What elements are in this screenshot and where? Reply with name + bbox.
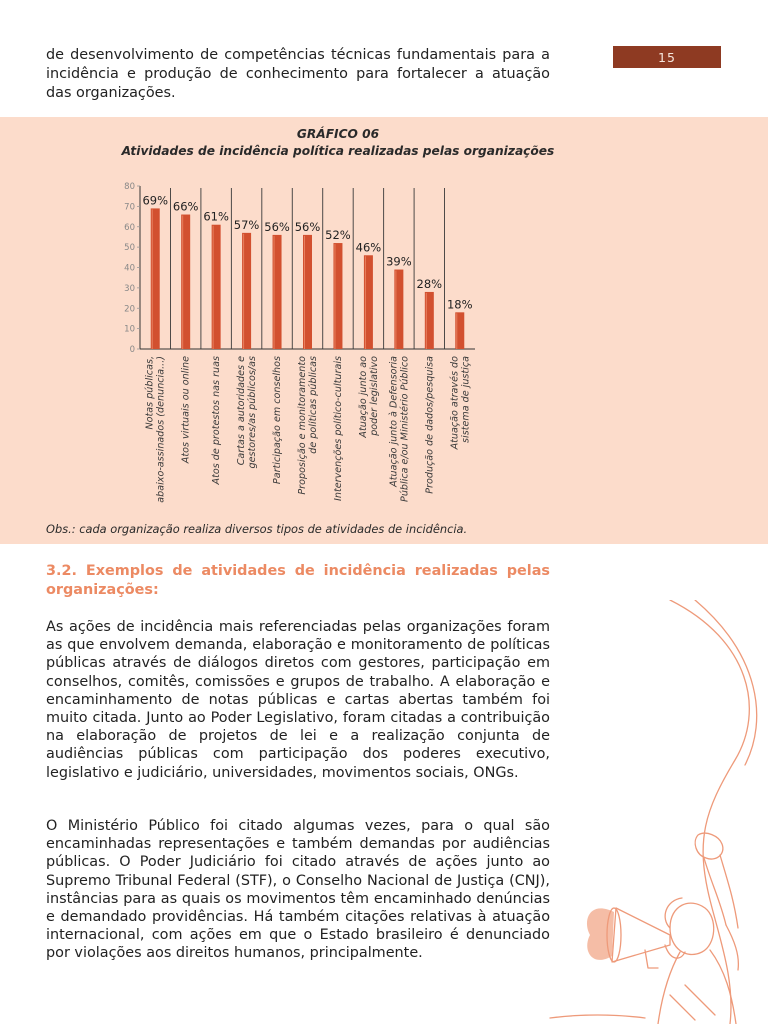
value-label: 52% <box>325 228 351 243</box>
value-label: 46% <box>355 240 382 255</box>
y-tick-label: 40 <box>124 263 135 274</box>
body-paragraph-1: As ações de incidência mais referenciadas pelas organizações foram as que envolvem demanda, elaboração e monitoramento de políticas públicas através de diálogos diretos com gestores, participação em conselhos, comitês, comissões e grupos de trabalho. A elaboração e encaminhamento de notas públicas e cartas abertas também foi muito citada. Junto ao Poder Legislativo, foram citadas a contribuição na elaboração de projetos de lei e a realização conjunta de audiências públicas com participação dos poderes executivo, legislativo e judiciário, universidades, movimentos sociais, ONGs. <box>46 619 550 781</box>
page-number-badge: 15 <box>613 46 721 68</box>
category-label-line: gestores/as públicos/as <box>247 356 259 469</box>
bar-chart <box>0 180 768 515</box>
chart-title <box>40 126 636 160</box>
category-label-line: de políticas públicas <box>308 356 319 454</box>
ground-line <box>550 1015 645 1018</box>
raised-arm <box>704 855 738 928</box>
y-tick-label: 10 <box>124 324 135 335</box>
y-tick-label: 80 <box>124 182 135 192</box>
value-label: 69% <box>142 193 169 208</box>
megaphone-burst <box>587 908 614 960</box>
y-tick-label: 20 <box>124 304 135 315</box>
category-label-line: Notas públicas, <box>144 356 156 430</box>
category-label <box>424 356 435 494</box>
section-heading: 3.2. Exemplos de atividades de incidência realizadas pelas organizações: <box>46 563 550 598</box>
raised-fist <box>695 833 723 859</box>
category-label-line: Intervenções político-culturais <box>332 356 344 501</box>
category-label-line: Atos virtuais ou online <box>180 356 192 464</box>
category-labels <box>144 356 472 503</box>
value-label: 39% <box>386 254 412 269</box>
megaphone-handle <box>645 950 658 968</box>
chart-note: Obs.: cada organização realiza diversos tipos de atividades de incidência. <box>46 522 468 536</box>
value-label: 28% <box>416 276 443 291</box>
category-label <box>211 356 222 485</box>
category-label <box>448 356 471 451</box>
decorative-curve <box>670 600 749 1024</box>
category-label <box>387 356 410 502</box>
value-label: 66% <box>172 199 199 214</box>
decorative-curve-2 <box>695 600 757 765</box>
category-label-line: Atos de protestos nas ruas <box>211 356 223 485</box>
category-label-line: Produção de dados/pesquisa <box>424 356 436 494</box>
value-label: 57% <box>233 217 260 232</box>
category-label-line: Cartas a autoridades e <box>236 356 248 466</box>
category-label <box>358 356 380 439</box>
shirt-lines <box>670 985 715 1020</box>
protester-megaphone-illustration <box>520 600 768 1024</box>
category-label-line: Atuação junto à Defensoria <box>388 356 400 487</box>
value-label: 56% <box>264 219 290 234</box>
value-label: 61% <box>203 209 229 224</box>
category-label <box>297 356 319 495</box>
category-label <box>181 356 192 464</box>
category-label-line: Proposição e monitoramento <box>297 356 308 495</box>
category-label-line: abaixo-assinados (denuncia...) <box>155 356 167 503</box>
category-label-line: sistema de justiça <box>460 356 472 443</box>
y-tick-label: 70 <box>124 202 135 213</box>
category-label-line: poder legislativo <box>368 356 380 436</box>
y-tick-label: 60 <box>124 222 135 233</box>
category-label <box>144 356 167 503</box>
value-label: 56% <box>294 219 321 234</box>
category-label <box>332 356 344 501</box>
body-paragraph-2: O Ministério Público foi citado algumas vezes, para o qual são encaminhadas representações e também demandas por audiências públicas. O Poder Judiciário foi citado através de ações junto ao Supremo Tribunal Federal (STF), o Conselho Nacional de Justiça (CNJ), instâncias para as quais os movimentos têm encaminhado denúncias e demandado providências. Há também citações relativas à atuação internacional, com ações em que o Estado brasileiro é denunciado por violações aos direitos humanos, principalmente. <box>46 818 550 962</box>
chart-number: GRÁFICO 06 <box>296 127 380 141</box>
y-tick-label: 50 <box>124 243 135 254</box>
category-label-line: Pública e/ou Ministério Público <box>399 356 411 502</box>
y-tick-label: 0 <box>129 345 135 355</box>
category-label-line: Participação em conselhos <box>272 356 284 485</box>
category-label <box>236 356 258 469</box>
intro-paragraph: de desenvolvimento de competências técnicas fundamentais para a incidência e produção de conhecimento para fortalecer a atuação das organizações. <box>46 47 550 101</box>
y-tick-label: 30 <box>124 283 135 294</box>
category-label <box>272 356 283 484</box>
category-label-line: Atuação através do <box>449 356 461 450</box>
category-label-line: Atuação junto ao <box>357 356 369 438</box>
value-label: 18% <box>446 297 473 312</box>
head <box>670 903 714 954</box>
chart-subtitle: Atividades de incidência política realizadas pelas organizações <box>121 144 555 158</box>
